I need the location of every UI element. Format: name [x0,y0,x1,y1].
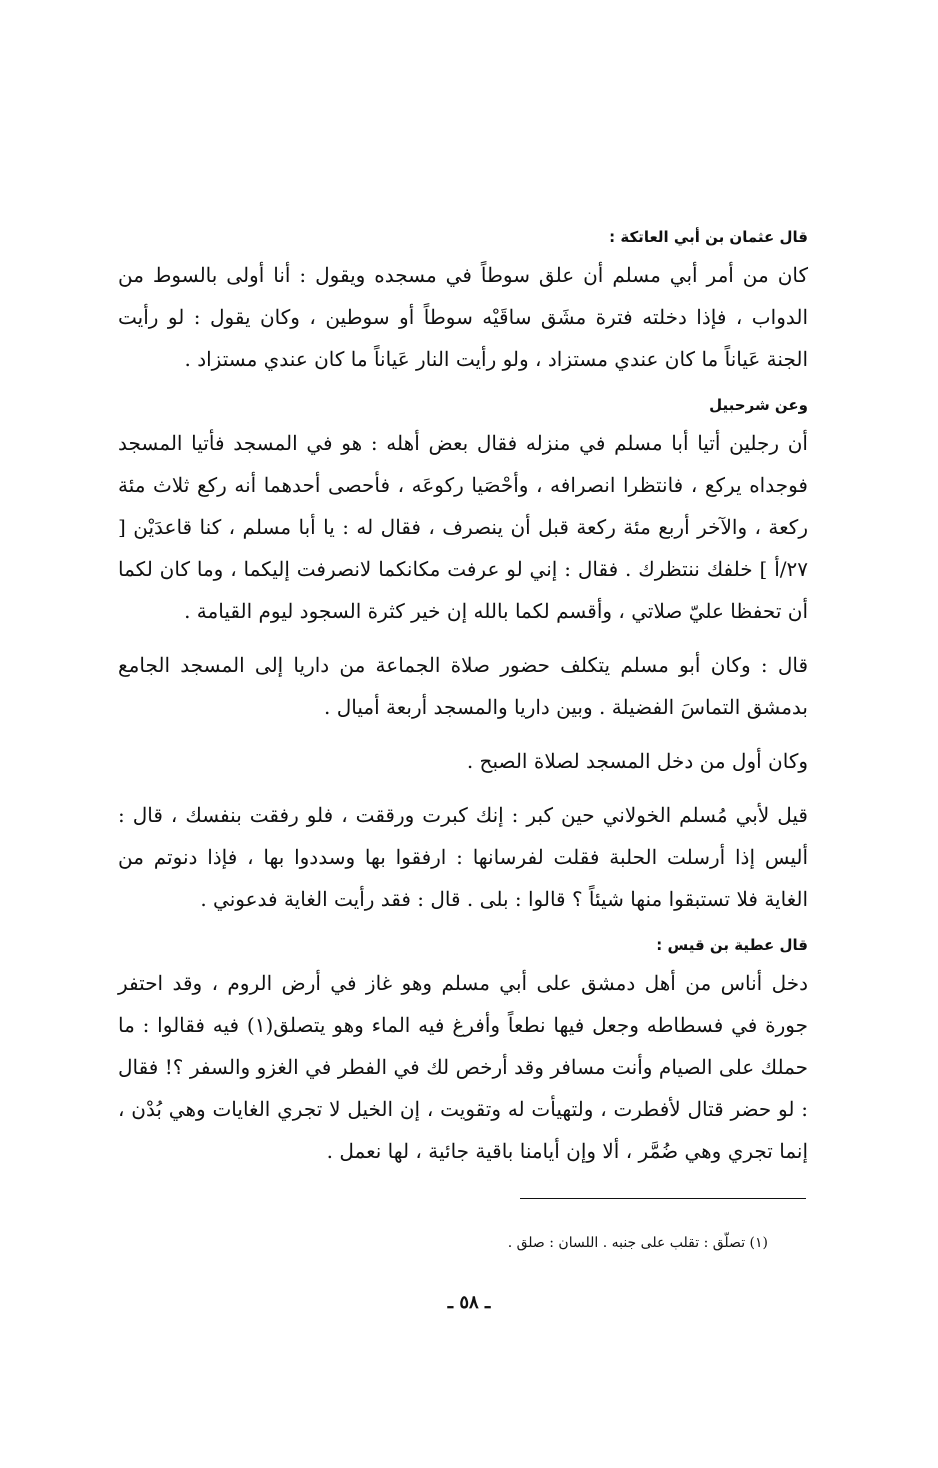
footnote-divider [520,1198,806,1199]
footnote: (١) تصلّق : تقلب على جنبه . اللسان : صلق . [507,1235,768,1251]
paragraph: أن رجلين أتيا أبا مسلم في منزله فقال بعض أهله : هو في المسجد فأتيا المسجد فوجداه يركع ، فانتظرا انصرافه ، وأحْصَيا ركوعَه ، فأحصى أحدهما أنه ركع ثلاث مئة ركعة ، والآخر أربع مئة ركعة قبل أن ينصرف ، فقال له : يا أبا مسلم ، كنا قاعدَيْن [ ٢٧/أ ] خلفك ننتظرك . فقال : إني لو عرفت مكانكما لانصرفت إليكما ، وما كان لكما أن تحفظا عليّ صلاتي ، وأقسم لكما بالله إن خير كثرة السجود ليوم القيامة . [118,431,808,623]
main-text [118,226,808,1184]
paragraph: دخل أناس من أهل دمشق على أبي مسلم وهو غاز في أرض الروم ، وقد احتفر جورة في فسطاطه وجعل فيها نطعاً وأفرغ فيه الماء وهو يتصلق(١) فيه فقالوا : ما حملك على الصيام وأنت مسافر وقد أرخص لك في الفطر في الغزو والسفر ؟! فقال : لو حضر قتال لأفطرت ، ولتهيأت له وتقويت ، إن الخيل لا تجري الغايات وهي بُدْن ، إنما تجري وهي ضُمَّر ، ألا وإن أيامنا باقية جائية ، لها نعمل . [118,971,808,1163]
paragraph: قيل لأبي مُسلم الخولاني حين كبر : إنك كبرت ورققت ، فلو رفقت بنفسك ، قال : أليس إذا أرسلت الحلبة فقلت لفرسانها : ارفقوا بها وسددوا بها ، فإذا دنوتم من الغاية فلا تستبقوا منها شيئاً ؟ قالوا : بلى . قال : فقد رأيت الغاية فدعوني . [118,803,808,911]
paragraph: وكان أول من دخل المسجد لصلاة الصبح . [466,749,808,773]
paragraph: قال : وكان أبو مسلم يتكلف حضور صلاة الجماعة من داريا إلى المسجد الجامع بدمشق التماسَ الفضيلة . وبين داريا والمسجد أربعة أميال . [118,653,809,719]
page-number: ـ ٥٨ ـ [447,1292,491,1313]
section-heading: قال عطية بن قيس : [656,936,808,954]
paragraph: كان من أمر أبي مسلم أن علق سوطاً في مسجده ويقول : أنا أولى بالسوط من الدواب ، فإذا دخلته فترة مشَق ساقَيْه سوطاً أو سوطين ، وكان يقول : لو رأيت الجنة عَياناً ما كان عندي مستزاد ، ولو رأيت النار عَياناً ما كان عندي مستزاد . [118,263,808,371]
section-heading: قال عثمان بن أبي العاتكة : [609,228,808,246]
section-heading: وعن شرحبيل [709,396,808,414]
